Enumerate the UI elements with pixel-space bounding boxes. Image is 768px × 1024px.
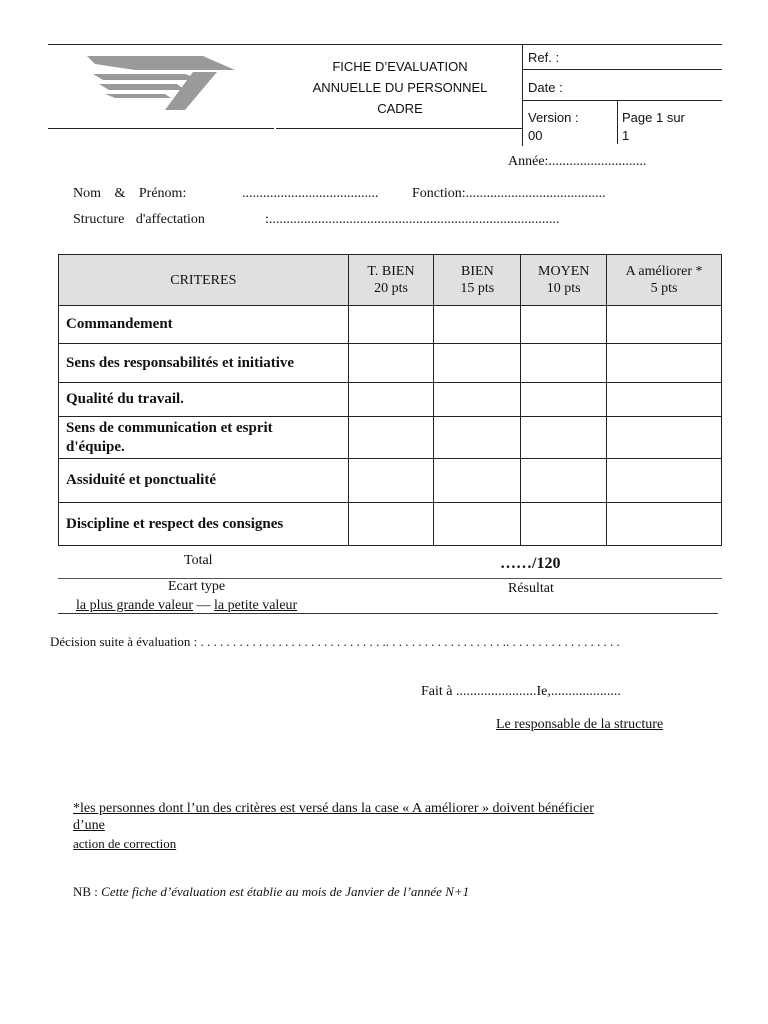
score-cell[interactable] [434,306,521,344]
header-criteres: CRITERES [59,255,349,306]
date-label: Date : [528,80,563,95]
nom-prenom-dots: ....................................... [242,186,379,201]
score-cell[interactable] [607,306,722,344]
ref-label: Ref. : [528,50,560,65]
page-label: Page 1 sur [622,110,685,125]
nom-prenom-label: Nom & Prénom: [73,186,187,201]
footnote-line-3: action de correction [73,836,177,851]
score-cell[interactable] [607,503,722,546]
nb-label: NB : [73,884,102,899]
nb-note [73,884,469,900]
table-row [59,417,722,459]
header-bien: BIEN 15 pts [434,255,521,306]
page-value: 1 [622,128,630,143]
score-cell[interactable] [434,417,521,459]
score-cell[interactable] [348,344,434,383]
ecart-formula [76,598,297,614]
table-header-row [59,255,722,306]
score-cell[interactable] [348,503,434,546]
score-cell[interactable] [521,417,607,459]
score-cell[interactable] [434,344,521,383]
responsable-signature-label: Le responsable de la structure [496,717,664,732]
criterion-assiduite: Assiduité et ponctualité [59,459,349,503]
criterion-commandement: Commandement [59,306,349,344]
table-row [59,344,722,383]
score-cell[interactable] [607,459,722,503]
header-moyen: MOYEN 10 pts [521,255,607,306]
score-cell[interactable] [348,459,434,503]
footnote-line-1: *les personnes dont l’un des critères est versé dans la case « A améliorer » doivent bénéficier [73,801,594,816]
resultat-label: Résultat [508,581,554,596]
header-a-ameliorer: A améliorer * 5 pts [607,255,722,306]
ecart-max: la plus grande valeur [76,598,194,613]
score-cell[interactable] [521,459,607,503]
company-logo [85,52,237,114]
title-line-3: CADRE [377,101,423,116]
score-cell[interactable] [607,383,722,417]
footnote [73,800,713,834]
nb-text: Cette fiche d’évaluation est établie au mois de Janvier de l’année N+1 [101,884,470,899]
score-cell[interactable] [607,344,722,383]
structure-label: Structure d'affectation [73,212,205,227]
fonction-field: Fonction:........................................ [412,186,606,201]
score-cell[interactable] [434,503,521,546]
annee-field: Année:............................ [508,154,647,169]
score-cell[interactable] [348,383,434,417]
table-row [59,459,722,503]
table-row [59,306,722,344]
score-cell[interactable] [521,344,607,383]
total-value: ……/120 [500,555,561,572]
evaluation-table [58,254,722,546]
header-tres-bien: T. BIEN 20 pts [348,255,434,306]
score-cell[interactable] [434,459,521,503]
criterion-communication: Sens de communication et esprit d'équipe. [59,417,349,459]
version-label: Version : [528,110,579,125]
criterion-discipline: Discipline et respect des consignes [59,503,349,546]
ecart-type-label: Ecart type [168,579,226,594]
footnote-line-2: d’une [73,818,105,833]
document-title [290,56,510,119]
score-cell[interactable] [521,383,607,417]
score-cell[interactable] [521,503,607,546]
criterion-responsabilites: Sens des responsabilités et initiative [59,344,349,383]
ecart-min: la petite valeur [214,598,298,613]
title-line-2: ANNUELLE DU PERSONNEL [312,80,488,95]
decision-field: Décision suite à évaluation : . . . . . . . . . . . . . . . . . . . . . . . . . . . . .. . . . . . . . . . . . . . . . . . .. . . . . . . . . . . . . . . . . . [50,634,620,649]
ecart-dash: — [196,598,211,613]
score-cell[interactable] [348,417,434,459]
score-cell[interactable] [521,306,607,344]
title-line-1: FICHE D’EVALUATION [332,59,468,74]
total-label: Total [184,553,213,568]
score-cell[interactable] [348,306,434,344]
structure-dots: :................................................................................... [265,212,560,227]
score-cell[interactable] [607,417,722,459]
version-value: 00 [528,128,543,143]
criterion-qualite: Qualité du travail. [59,383,349,417]
table-row [59,503,722,546]
score-cell[interactable] [434,383,521,417]
fait-a-field: Fait à .......................Ie,.................... [421,684,621,699]
table-row [59,383,722,417]
